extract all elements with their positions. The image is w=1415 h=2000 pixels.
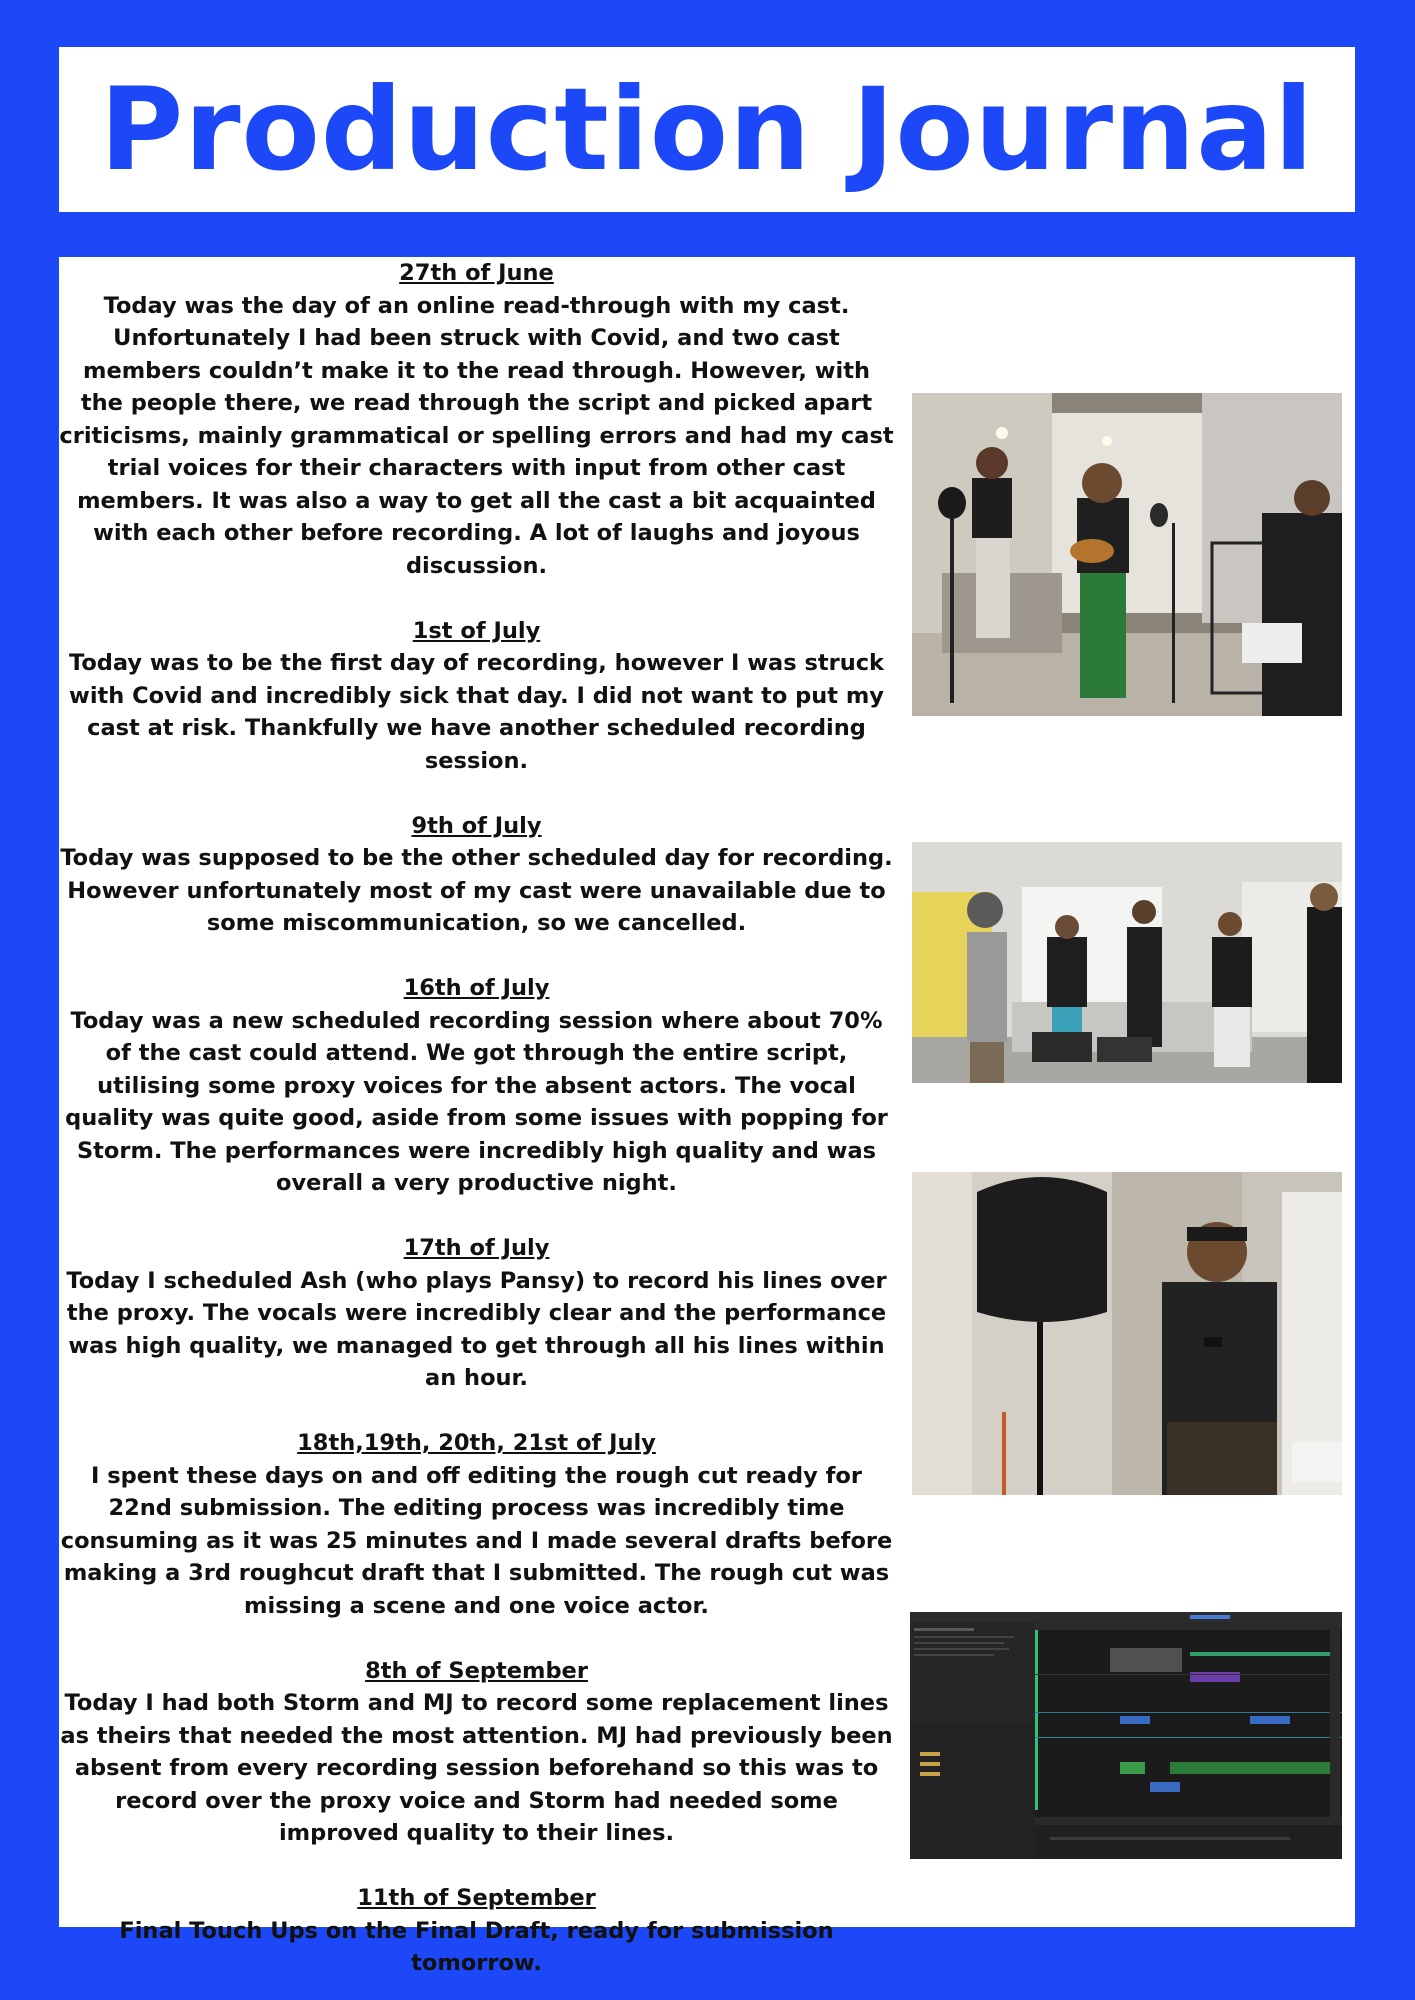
audio-editor-screenshot	[910, 1612, 1342, 1859]
title-banner	[59, 47, 1355, 212]
entry-text: Today was supposed to be the other scheduled day for recording. However unfortunately most of my cast were unavailable due to some miscommunication, so we cancelled.	[60, 845, 893, 936]
entry-text: Today was the day of an online read-through with my cast. Unfortunately I had been struck with Covid, and two cast members couldn’t make it to the read through. However, with the people there, we read through the script and picked apart criticisms, mainly grammatical or spelling errors and had my cast trial voices for their characters with input from other cast members. It was also a way to get all the cast a bit acquainted with each other before recording. A lot of laughs and joyous discussion.	[59, 292, 894, 579]
entry-text: I spent these days on and off editing the rough cut ready for 22nd submission. The editing process was incredibly time consuming as it was 25 minutes and I made several drafts before making a 3rd roughcut draft that I submitted. The rough cut was missing a scene and one voice actor.	[60, 1462, 893, 1619]
journal-entry	[59, 1427, 894, 1622]
entry-date: 11th of September	[357, 1885, 596, 1911]
journal-entries	[59, 257, 894, 2000]
journal-entry	[59, 1232, 894, 1395]
journal-entry	[59, 972, 894, 1200]
journal-entry	[59, 1882, 894, 1980]
entry-date: 27th of June	[399, 260, 554, 286]
recording-session-photo-3	[912, 1172, 1342, 1495]
entry-date: 16th of July	[403, 975, 550, 1001]
entry-text: Today I had both Storm and MJ to record some replacement lines as theirs that needed the most attention. MJ had previously been absent from every recording session beforehand so this was to record over the proxy voice and Storm had needed some improved quality to their lines.	[60, 1690, 893, 1846]
page-title: Production Journal	[99, 62, 1315, 196]
entry-text: Today was a new scheduled recording session where about 70% of the cast could attend. We got through the entire script, utilising some proxy voices for the absent actors. The vocal quality was quite good, aside from some issues with popping for Storm. The performances were incredibly high quality and was overall a very productive night.	[65, 1007, 888, 1196]
journal-entry	[59, 257, 894, 582]
entry-date: 1st of July	[412, 617, 541, 644]
entry-date: 17th of July	[403, 1235, 550, 1261]
entry-date: 18th,19th, 20th, 21st of July	[297, 1430, 656, 1456]
entry-text: Final Touch Ups on the Final Draft, ready for submission tomorrow.	[119, 1917, 834, 1976]
journal-entry	[59, 1655, 894, 1850]
journal-entry	[59, 810, 894, 940]
entry-text: Today was to be the first day of recording, however I was struck with Covid and incredibly sick that day. I did not want to put my cast at risk. Thankfully we have another scheduled recording session.	[68, 650, 885, 774]
recording-session-photo-1	[912, 393, 1342, 716]
entry-text: Today I scheduled Ash (who plays Pansy) to record his lines over the proxy. The vocals were incredibly clear and the performance was high quality, we managed to get through all his lines within an hour.	[66, 1267, 887, 1391]
entry-date: 9th of July	[411, 812, 542, 839]
journal-entry	[59, 615, 894, 778]
entry-date: 8th of September	[365, 1657, 588, 1684]
recording-session-photo-2	[912, 842, 1342, 1083]
